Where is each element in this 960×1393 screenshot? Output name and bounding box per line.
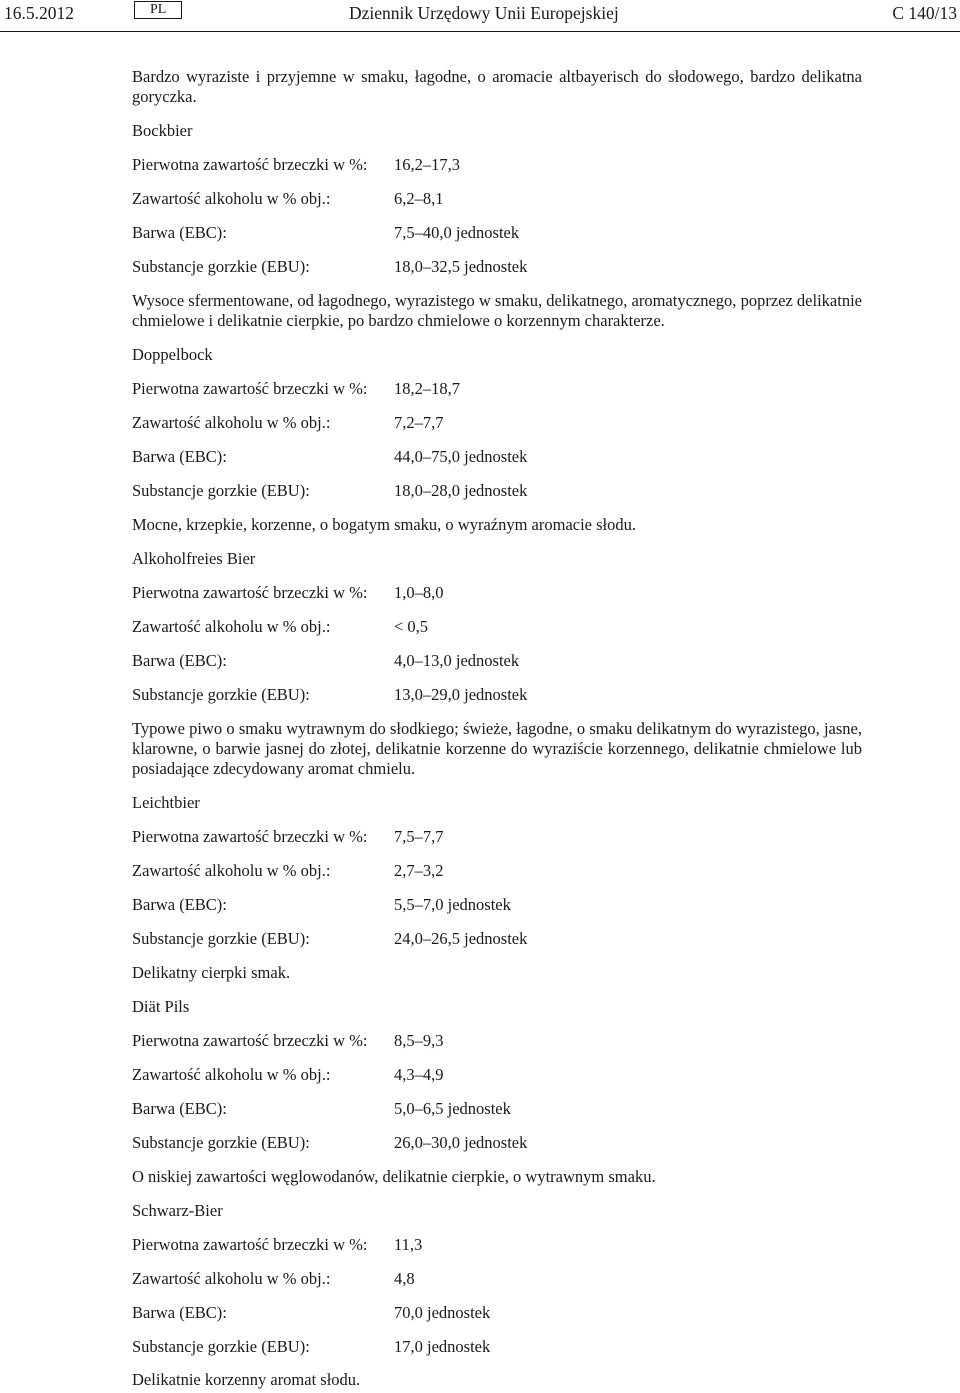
publication-date: 16.5.2012 [4, 3, 74, 23]
spec-label: Barwa (EBC): [132, 1099, 227, 1118]
spec-label: Substancje gorzkie (EBU): [132, 1337, 310, 1356]
intro-description: Bardzo wyraziste i przyjemne w smaku, łagodne, o aromacie altbayerisch do słodowego, bardzo delikatna goryczka. [132, 67, 862, 106]
beer-name-schwarz-bier: Schwarz-Bier [132, 1201, 223, 1220]
spec-value: 4,8 [394, 1269, 415, 1288]
beer-name-diat-pils: Diät Pils [132, 997, 190, 1016]
spec-row [132, 583, 862, 605]
beer-description: Delikatny cierpki smak. [132, 963, 291, 982]
spec-row [132, 257, 862, 279]
spec-value: 18,0–28,0 jednostek [394, 481, 528, 500]
spec-value: 18,2–18,7 [394, 379, 460, 398]
spec-row [132, 223, 862, 245]
spec-value: 7,5–40,0 jednostek [394, 223, 520, 242]
spec-label: Pierwotna zawartość brzeczki w %: [132, 1031, 368, 1050]
spec-row [132, 155, 862, 177]
spec-label: Pierwotna zawartość brzeczki w %: [132, 827, 368, 846]
spec-value: 8,5–9,3 [394, 1031, 444, 1050]
spec-label: Barwa (EBC): [132, 895, 227, 914]
spec-label: Barwa (EBC): [132, 223, 227, 242]
beer-name-leichtbier: Leichtbier [132, 793, 200, 812]
beer-name-bockbier: Bockbier [132, 121, 193, 140]
spec-label: Zawartość alkoholu w % obj.: [132, 617, 331, 636]
spec-value: 1,0–8,0 [394, 583, 444, 602]
page-header [0, 0, 960, 30]
page-reference: C 140/13 [892, 3, 957, 23]
spec-label: Zawartość alkoholu w % obj.: [132, 1065, 331, 1084]
spec-label: Substancje gorzkie (EBU): [132, 685, 310, 704]
spec-value: 7,2–7,7 [394, 413, 444, 432]
spec-row [132, 481, 862, 503]
beer-name-doppelbock: Doppelbock [132, 345, 213, 364]
spec-label: Substancje gorzkie (EBU): [132, 1133, 310, 1152]
spec-row [132, 685, 862, 707]
spec-label: Zawartość alkoholu w % obj.: [132, 189, 331, 208]
beer-description: Typowe piwo o smaku wytrawnym do słodkiego; świeże, łagodne, o smaku delikatnym do wyrazistego, jasne, klarowne, o barwie jasnej do złotej, delikatnie korzenne do wyraziście korzennego, delikatnie chmielowe lub posiadające zdecydowany aromat chmielu. [132, 719, 862, 778]
beer-name-alkoholfreies-bier: Alkoholfreies Bier [132, 549, 256, 568]
spec-value: 26,0–30,0 jednostek [394, 1133, 528, 1152]
spec-value: 13,0–29,0 jednostek [394, 685, 528, 704]
spec-label: Barwa (EBC): [132, 1303, 227, 1322]
header-divider [0, 31, 960, 32]
spec-label: Substancje gorzkie (EBU): [132, 257, 310, 276]
spec-value: 4,0–13,0 jednostek [394, 651, 520, 670]
spec-value: 16,2–17,3 [394, 155, 460, 174]
spec-value: 17,0 jednostek [394, 1337, 491, 1356]
beer-description: Wysoce sfermentowane, od łagodnego, wyrazistego w smaku, delikatnego, aromatycznego, poprzez delikatnie chmielowe i delikatnie cierpkie, po bardzo chmielowe o korzennym charakterze. [132, 291, 862, 330]
spec-row [132, 651, 862, 673]
spec-value: < 0,5 [394, 617, 429, 636]
spec-row [132, 929, 862, 951]
journal-title: Dziennik Urzędowy Unii Europejskiej [349, 3, 619, 23]
spec-value: 70,0 jednostek [394, 1303, 491, 1322]
spec-row [132, 1065, 862, 1087]
spec-label: Pierwotna zawartość brzeczki w %: [132, 379, 368, 398]
spec-label: Barwa (EBC): [132, 651, 227, 670]
spec-value: 24,0–26,5 jednostek [394, 929, 528, 948]
spec-row [132, 1303, 862, 1325]
spec-row [132, 895, 862, 917]
spec-label: Zawartość alkoholu w % obj.: [132, 413, 331, 432]
spec-value: 18,0–32,5 jednostek [394, 257, 528, 276]
spec-row [132, 1099, 862, 1121]
spec-row [132, 189, 862, 211]
spec-label: Zawartość alkoholu w % obj.: [132, 1269, 331, 1288]
spec-row [132, 1337, 862, 1359]
beer-description: O niskiej zawartości węglowodanów, delikatnie cierpkie, o wytrawnym smaku. [132, 1167, 656, 1186]
spec-value: 5,0–6,5 jednostek [394, 1099, 511, 1118]
spec-label: Pierwotna zawartość brzeczki w %: [132, 1235, 368, 1254]
beer-description: Delikatnie korzenny aromat słodu. [132, 1370, 361, 1389]
spec-label: Substancje gorzkie (EBU): [132, 481, 310, 500]
spec-row [132, 1133, 862, 1155]
spec-label: Substancje gorzkie (EBU): [132, 929, 310, 948]
spec-label: Barwa (EBC): [132, 447, 227, 466]
spec-row [132, 447, 862, 469]
spec-label: Zawartość alkoholu w % obj.: [132, 861, 331, 880]
spec-row [132, 1235, 862, 1257]
spec-row [132, 1031, 862, 1053]
spec-row [132, 617, 862, 639]
spec-row [132, 379, 862, 401]
spec-value: 4,3–4,9 [394, 1065, 444, 1084]
spec-label: Pierwotna zawartość brzeczki w %: [132, 583, 368, 602]
spec-row [132, 861, 862, 883]
beer-description: Mocne, krzepkie, korzenne, o bogatym smaku, o wyraźnym aromacie słodu. [132, 515, 637, 534]
spec-value: 7,5–7,7 [394, 827, 444, 846]
spec-value: 44,0–75,0 jednostek [394, 447, 528, 466]
spec-row [132, 827, 862, 849]
spec-row [132, 1269, 862, 1291]
spec-value: 5,5–7,0 jednostek [394, 895, 511, 914]
language-badge: PL [134, 1, 182, 19]
spec-row [132, 413, 862, 435]
spec-label: Pierwotna zawartość brzeczki w %: [132, 155, 368, 174]
spec-value: 11,3 [394, 1235, 423, 1254]
spec-value: 6,2–8,1 [394, 189, 444, 208]
spec-value: 2,7–3,2 [394, 861, 444, 880]
